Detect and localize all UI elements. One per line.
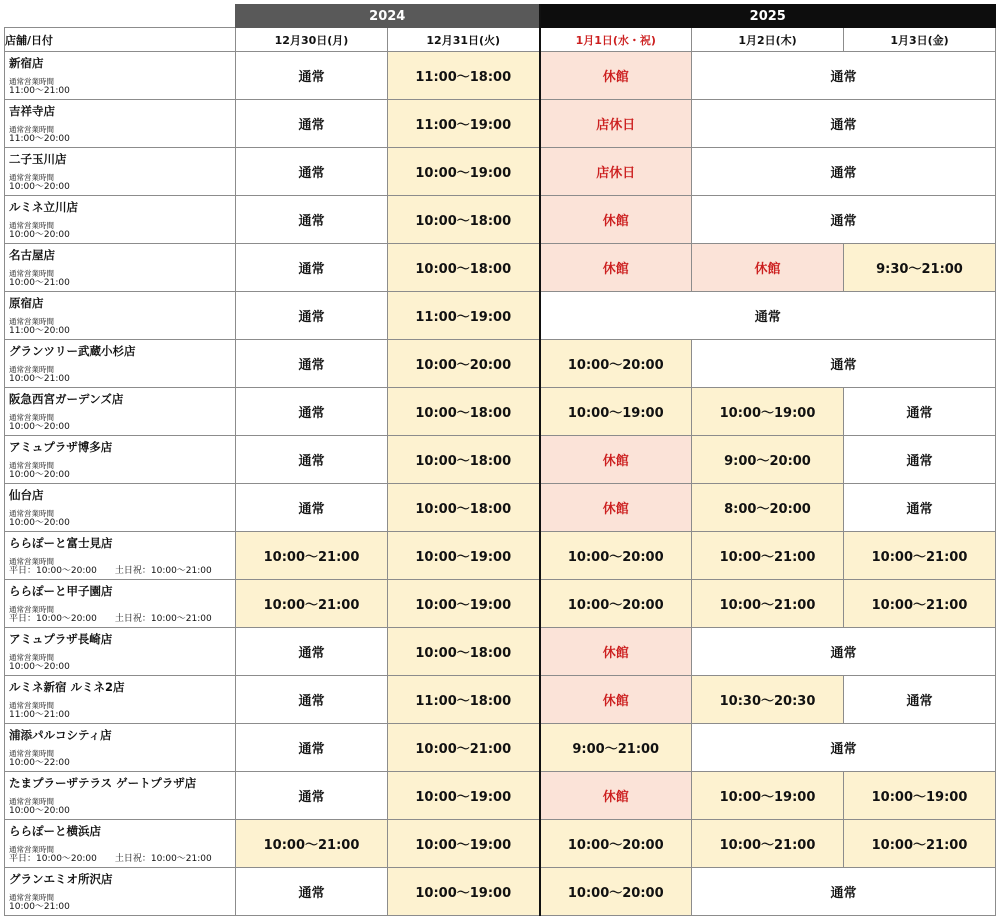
normal-status-cell: 通常 [236, 676, 388, 724]
special-hours-cell: 10:00～19:00 [388, 580, 540, 628]
regular-hours-value: 10:00～22:00 [9, 758, 70, 768]
regular-hours-label: 通常営業時間 [9, 797, 54, 806]
regular-hours-label: 通常営業時間 [9, 125, 54, 134]
regular-hours-value: 10:00～21:00 [9, 902, 70, 912]
special-hours-cell: 10:00～20:00 [540, 820, 692, 868]
table-row [5, 52, 996, 100]
special-hours-cell: 10:00～19:00 [692, 388, 844, 436]
store-cell [5, 772, 236, 820]
special-hours-cell: 9:00～20:00 [692, 436, 844, 484]
closed-status-cell: 店休日 [540, 148, 692, 196]
normal-status-cell: 通常 [236, 148, 388, 196]
regular-hours-value: 11:00～20:00 [9, 326, 70, 336]
table-row [5, 340, 996, 388]
store-name: 阪急西宮ガーデンズ店 [9, 392, 124, 406]
store-cell [5, 436, 236, 484]
date-header-holiday: 1月1日(水・祝) [540, 28, 692, 52]
special-hours-cell: 8:00～20:00 [692, 484, 844, 532]
normal-status-cell: 通常 [844, 676, 996, 724]
store-name: ららぽーと富士見店 [9, 536, 113, 550]
normal-status-cell: 通常 [692, 196, 996, 244]
special-hours-cell: 10:00～21:00 [388, 724, 540, 772]
normal-status-cell: 通常 [236, 340, 388, 388]
date-header: 12月30日(月) [236, 28, 388, 52]
store-name: ルミネ立川店 [9, 200, 78, 214]
store-cell [5, 724, 236, 772]
table-row [5, 820, 996, 868]
regular-hours-value: 平日：10:00～20:00 土日祝：10:00～21:00 [9, 566, 212, 576]
regular-hours-label: 通常営業時間 [9, 749, 54, 758]
store-name: 仙台店 [9, 488, 44, 502]
store-name: たまプラーザテラス ゲートプラザ店 [9, 776, 197, 790]
special-hours-cell: 10:00～18:00 [388, 244, 540, 292]
table-row [5, 580, 996, 628]
store-name: 二子玉川店 [9, 152, 67, 166]
store-cell [5, 148, 236, 196]
holiday-hours-table [4, 4, 996, 916]
normal-status-cell: 通常 [236, 436, 388, 484]
special-hours-cell: 10:00～18:00 [388, 196, 540, 244]
regular-hours-value: 平日：10:00～20:00 土日祝：10:00～21:00 [9, 614, 212, 624]
store-name: ららぽーと横浜店 [9, 824, 101, 838]
regular-hours-label: 通常営業時間 [9, 509, 54, 518]
special-hours-cell: 9:30～21:00 [844, 244, 996, 292]
special-hours-cell: 11:00～18:00 [388, 676, 540, 724]
special-hours-cell: 10:00～18:00 [388, 436, 540, 484]
normal-status-cell: 通常 [236, 52, 388, 100]
regular-hours-value: 10:00～20:00 [9, 422, 70, 432]
regular-hours-value: 10:00～20:00 [9, 662, 70, 672]
table-row [5, 436, 996, 484]
regular-hours-value: 平日：10:00～20:00 土日祝：10:00～21:00 [9, 854, 212, 864]
store-name: ららぽーと甲子園店 [9, 584, 113, 598]
special-hours-cell: 10:00～21:00 [692, 820, 844, 868]
regular-hours-value: 10:00～21:00 [9, 374, 70, 384]
year-2025-header: 2025 [540, 5, 996, 28]
special-hours-cell: 10:00～19:00 [388, 820, 540, 868]
special-hours-cell: 10:00～18:00 [388, 388, 540, 436]
regular-hours-label: 通常営業時間 [9, 413, 54, 422]
regular-hours-label: 通常営業時間 [9, 701, 54, 710]
normal-status-cell: 通常 [692, 340, 996, 388]
store-date-corner-label: 店舗/日付 [5, 28, 236, 52]
regular-hours-label: 通常営業時間 [9, 365, 54, 374]
date-header: 1月2日(木) [692, 28, 844, 52]
special-hours-cell: 10:00～19:00 [692, 772, 844, 820]
special-hours-cell: 10:30～20:30 [692, 676, 844, 724]
regular-hours-label: 通常営業時間 [9, 461, 54, 470]
store-name: グランエミオ所沢店 [9, 872, 113, 886]
normal-status-cell: 通常 [236, 484, 388, 532]
regular-hours-label: 通常営業時間 [9, 653, 54, 662]
normal-status-cell: 通常 [236, 772, 388, 820]
normal-status-cell: 通常 [236, 292, 388, 340]
special-hours-cell: 10:00～21:00 [844, 580, 996, 628]
store-cell [5, 580, 236, 628]
regular-hours-label: 通常営業時間 [9, 173, 54, 182]
special-hours-cell: 10:00～20:00 [540, 340, 692, 388]
table-header [5, 5, 996, 52]
special-hours-cell: 11:00～19:00 [388, 100, 540, 148]
regular-hours-value: 11:00～21:00 [9, 710, 70, 720]
special-hours-cell: 10:00～21:00 [844, 532, 996, 580]
store-name: 原宿店 [9, 296, 44, 310]
special-hours-cell: 11:00～19:00 [388, 292, 540, 340]
regular-hours-value: 10:00～20:00 [9, 182, 70, 192]
special-hours-cell: 10:00～19:00 [540, 388, 692, 436]
year-row-blank [5, 5, 236, 28]
special-hours-cell: 9:00～21:00 [540, 724, 692, 772]
table-row [5, 244, 996, 292]
store-name: 浦添パルコシティ店 [9, 728, 112, 742]
regular-hours-label: 通常営業時間 [9, 557, 54, 566]
store-cell [5, 676, 236, 724]
closed-status-cell: 休館 [540, 436, 692, 484]
table-row [5, 772, 996, 820]
store-name: グランツリー武蔵小杉店 [9, 344, 136, 358]
regular-hours-value: 10:00～20:00 [9, 518, 70, 528]
table-row [5, 292, 996, 340]
regular-hours-value: 11:00～21:00 [9, 86, 70, 96]
closed-status-cell: 休館 [692, 244, 844, 292]
regular-hours-label: 通常営業時間 [9, 269, 54, 278]
closed-status-cell: 休館 [540, 244, 692, 292]
regular-hours-label: 通常営業時間 [9, 317, 54, 326]
special-hours-cell: 10:00～20:00 [540, 580, 692, 628]
table-row [5, 100, 996, 148]
normal-status-cell: 通常 [692, 628, 996, 676]
regular-hours-label: 通常営業時間 [9, 221, 54, 230]
store-cell [5, 196, 236, 244]
special-hours-cell: 10:00～21:00 [236, 532, 388, 580]
table-row [5, 388, 996, 436]
special-hours-cell: 10:00～21:00 [692, 580, 844, 628]
closed-status-cell: 休館 [540, 484, 692, 532]
store-name: 新宿店 [9, 56, 44, 70]
store-name: アミュプラザ博多店 [9, 440, 113, 454]
closed-status-cell: 休館 [540, 52, 692, 100]
special-hours-cell: 10:00～21:00 [692, 532, 844, 580]
store-cell [5, 628, 236, 676]
store-cell [5, 292, 236, 340]
table-row [5, 196, 996, 244]
table-row [5, 724, 996, 772]
normal-status-cell: 通常 [236, 628, 388, 676]
closed-status-cell: 休館 [540, 676, 692, 724]
special-hours-cell: 10:00～19:00 [388, 772, 540, 820]
normal-status-cell: 通常 [236, 724, 388, 772]
closed-status-cell: 休館 [540, 772, 692, 820]
normal-status-cell: 通常 [692, 724, 996, 772]
table-row [5, 484, 996, 532]
normal-status-cell: 通常 [236, 868, 388, 916]
normal-status-cell: 通常 [692, 52, 996, 100]
special-hours-cell: 10:00～20:00 [540, 868, 692, 916]
normal-status-cell: 通常 [236, 196, 388, 244]
special-hours-cell: 10:00～19:00 [388, 532, 540, 580]
regular-hours-label: 通常営業時間 [9, 77, 54, 86]
year-2024-header: 2024 [236, 5, 540, 28]
regular-hours-value: 10:00～20:00 [9, 230, 70, 240]
regular-hours-value: 11:00～20:00 [9, 134, 70, 144]
normal-status-cell: 通常 [692, 100, 996, 148]
special-hours-cell: 11:00～18:00 [388, 52, 540, 100]
table-row [5, 628, 996, 676]
store-cell [5, 244, 236, 292]
normal-status-cell: 通常 [236, 388, 388, 436]
special-hours-cell: 10:00～20:00 [388, 340, 540, 388]
normal-status-cell: 通常 [692, 148, 996, 196]
special-hours-cell: 10:00～18:00 [388, 484, 540, 532]
store-cell [5, 820, 236, 868]
store-cell [5, 484, 236, 532]
store-cell [5, 532, 236, 580]
store-cell [5, 868, 236, 916]
table-row [5, 868, 996, 916]
normal-status-cell: 通常 [844, 388, 996, 436]
store-name: 吉祥寺店 [9, 104, 55, 118]
store-cell [5, 388, 236, 436]
table-row [5, 676, 996, 724]
special-hours-cell: 10:00～19:00 [388, 868, 540, 916]
special-hours-cell: 10:00～21:00 [844, 820, 996, 868]
date-header: 1月3日(金) [844, 28, 996, 52]
regular-hours-label: 通常営業時間 [9, 605, 54, 614]
regular-hours-label: 通常営業時間 [9, 893, 54, 902]
store-name: 名古屋店 [9, 248, 55, 262]
table-row [5, 148, 996, 196]
special-hours-cell: 10:00～19:00 [844, 772, 996, 820]
normal-status-cell: 通常 [692, 868, 996, 916]
normal-status-cell: 通常 [236, 100, 388, 148]
closed-status-cell: 休館 [540, 628, 692, 676]
regular-hours-value: 10:00～20:00 [9, 806, 70, 816]
regular-hours-value: 10:00～21:00 [9, 278, 70, 288]
store-cell [5, 100, 236, 148]
regular-hours-value: 10:00～20:00 [9, 470, 70, 480]
closed-status-cell: 休館 [540, 196, 692, 244]
store-name: アミュプラザ長崎店 [9, 632, 113, 646]
regular-hours-label: 通常営業時間 [9, 845, 54, 854]
special-hours-cell: 10:00～20:00 [540, 532, 692, 580]
normal-status-cell: 通常 [236, 244, 388, 292]
store-rows [5, 52, 996, 916]
special-hours-cell: 10:00～21:00 [236, 580, 388, 628]
date-row [5, 28, 996, 52]
special-hours-cell: 10:00～18:00 [388, 628, 540, 676]
store-cell [5, 340, 236, 388]
date-header: 12月31日(火) [388, 28, 540, 52]
normal-status-cell: 通常 [540, 292, 996, 340]
store-name: ルミネ新宿 ルミネ2店 [9, 680, 125, 694]
table-row [5, 532, 996, 580]
normal-status-cell: 通常 [844, 436, 996, 484]
special-hours-cell: 10:00～19:00 [388, 148, 540, 196]
normal-status-cell: 通常 [844, 484, 996, 532]
closed-status-cell: 店休日 [540, 100, 692, 148]
year-row [5, 5, 996, 28]
special-hours-cell: 10:00～21:00 [236, 820, 388, 868]
store-cell [5, 52, 236, 100]
